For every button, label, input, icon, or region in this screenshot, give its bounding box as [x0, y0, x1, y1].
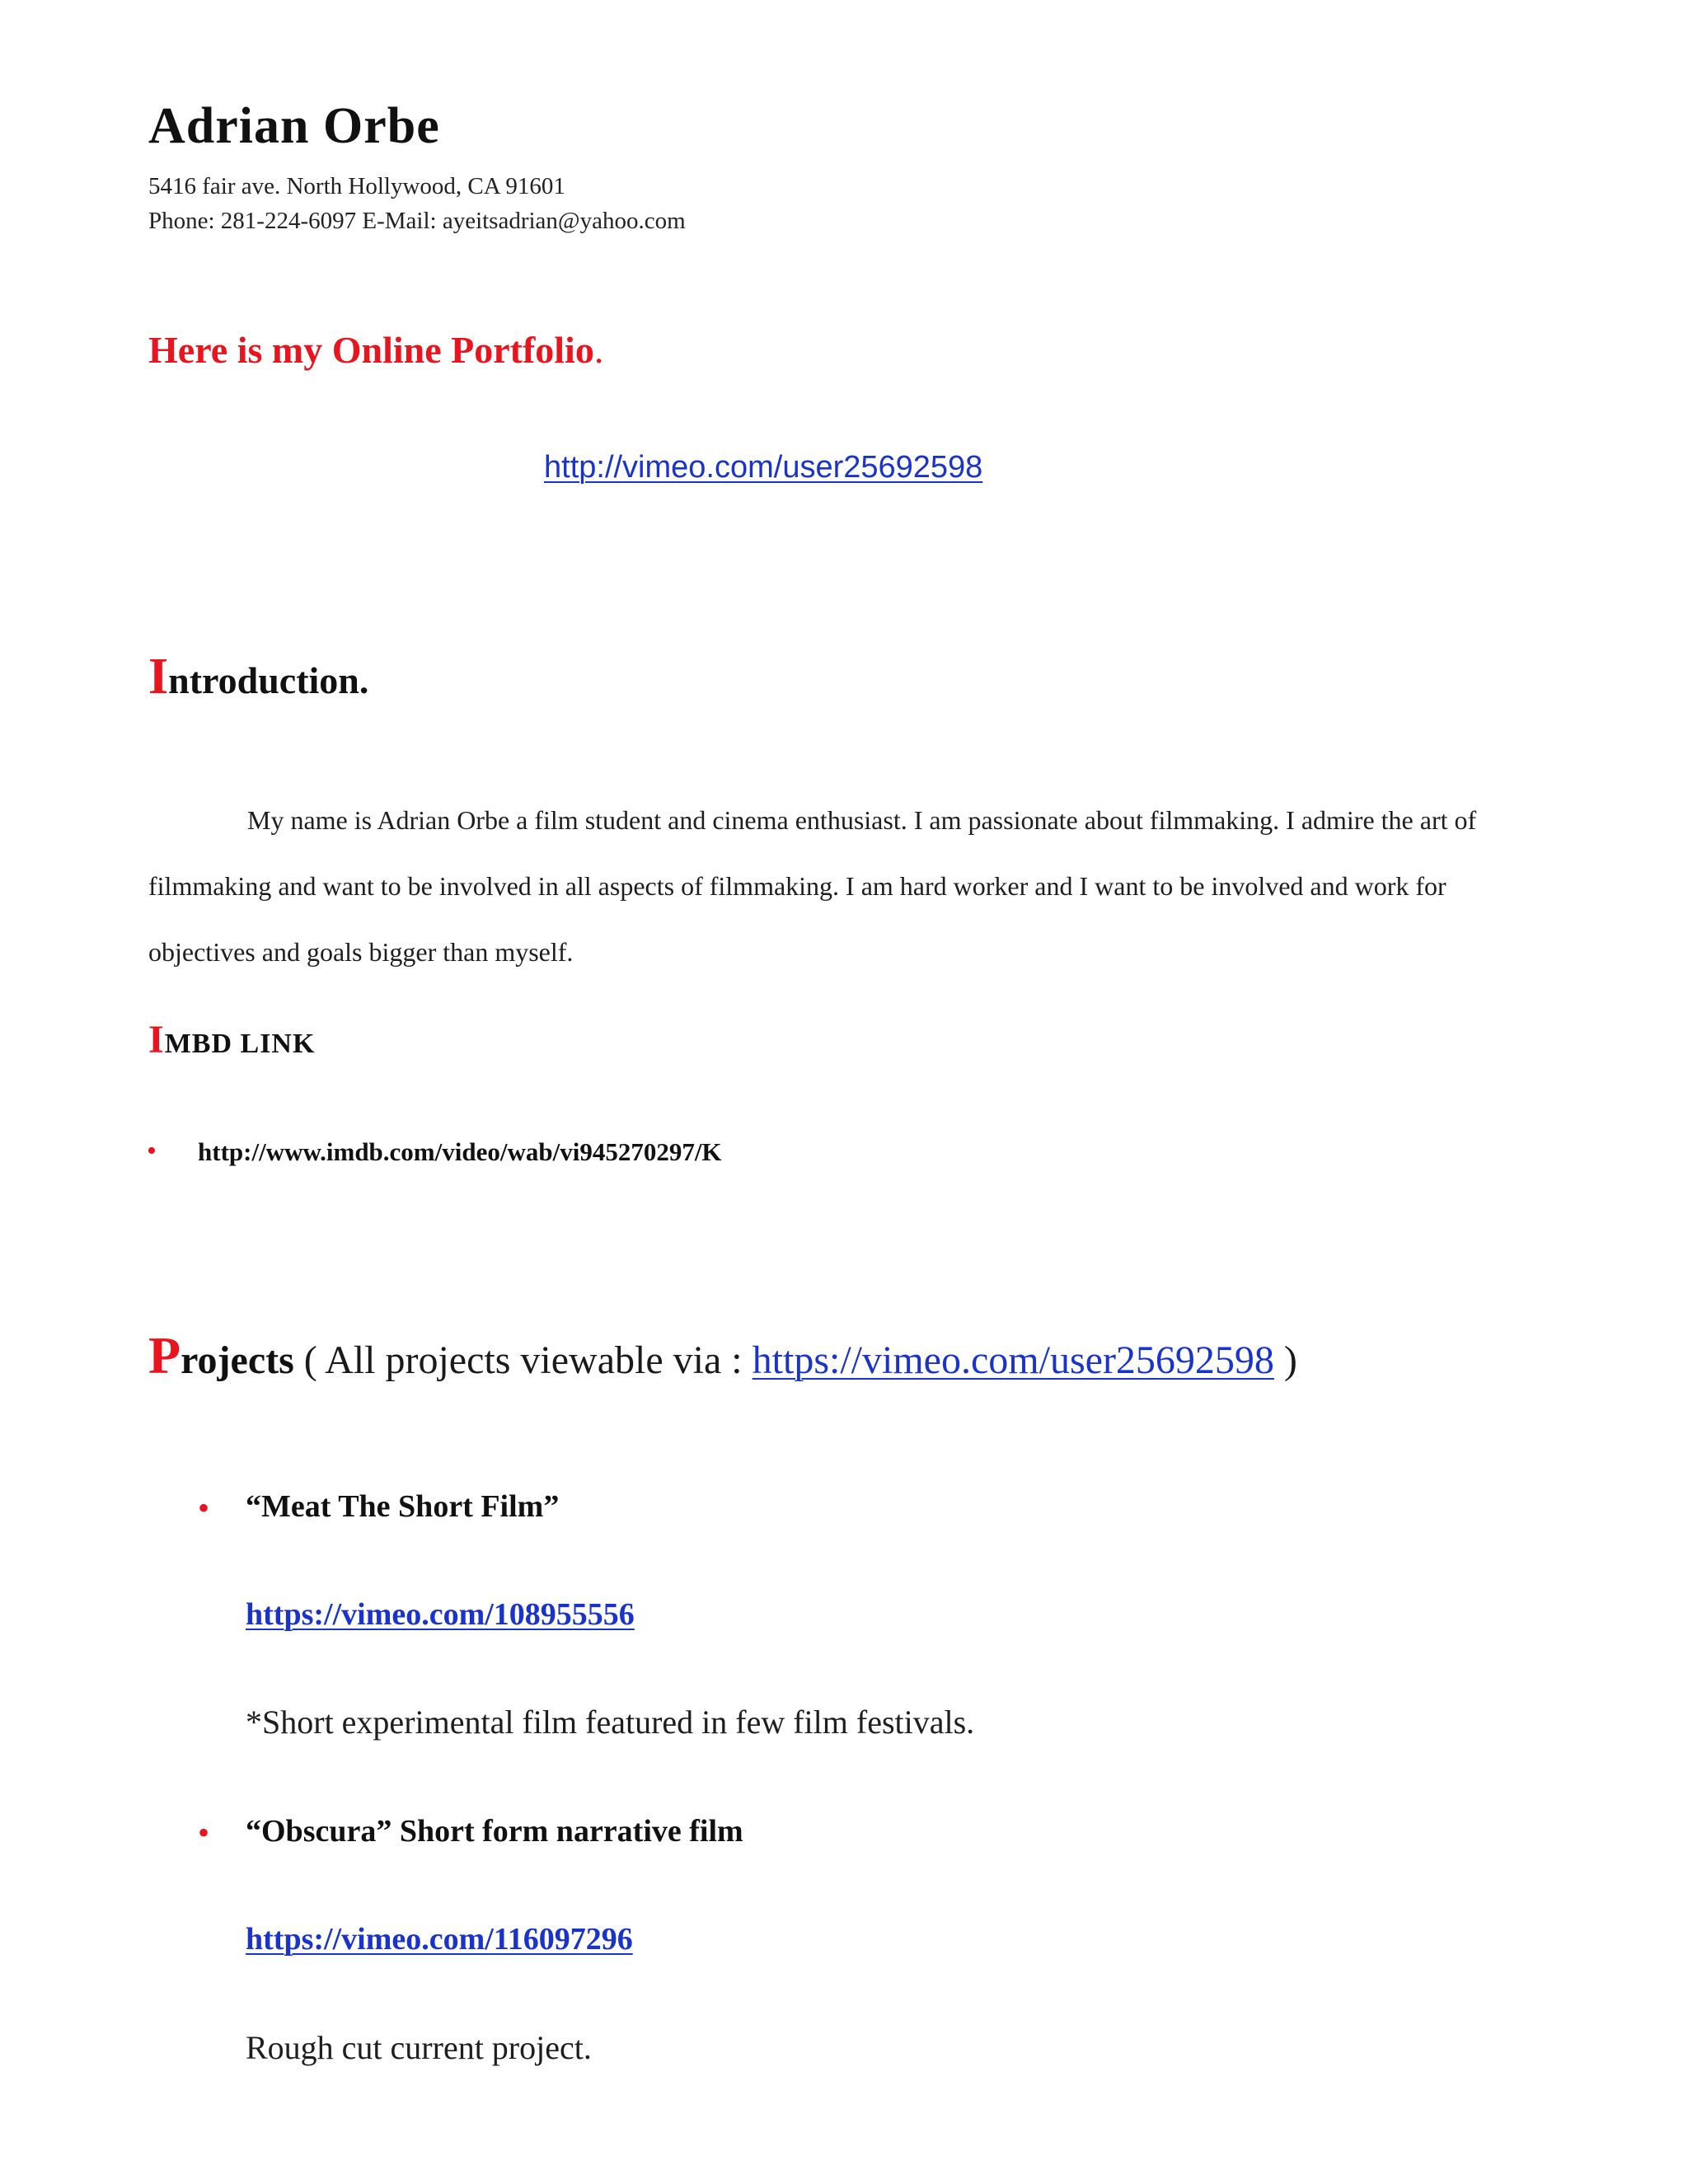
- projects-paren-open: ( All projects viewable via :: [293, 1338, 753, 1382]
- portfolio-heading: [148, 328, 603, 372]
- project-title: “Meat The Short Film”: [246, 1489, 560, 1524]
- contact-line: Phone: 281-224-6097 E-Mail: ayeitsadrian@yahoo.com: [148, 208, 686, 234]
- project-description: Rough cut current project.: [246, 2029, 592, 2066]
- imdb-initial: I: [148, 1018, 165, 1062]
- candidate-name: Adrian Orbe: [148, 98, 440, 154]
- projects-heading: [148, 1325, 1297, 1386]
- introduction-initial: I: [148, 649, 169, 705]
- introduction-title-rest: ntroduction.: [168, 659, 369, 701]
- imdb-link[interactable]: http://www.imdb.com/video/wab/vi945270297/K: [198, 1137, 722, 1166]
- project-link[interactable]: https://vimeo.com/116097296: [246, 1922, 633, 1957]
- introduction-heading: [148, 648, 368, 706]
- projects-title-rest: rojects: [181, 1338, 294, 1382]
- imdb-heading: [148, 1017, 315, 1062]
- project-bullet-icon: •: [198, 1489, 210, 1526]
- projects-initial: P: [148, 1326, 181, 1385]
- imdb-title-rest: MBD LINK: [164, 1029, 316, 1059]
- portfolio-link[interactable]: http://vimeo.com/user25692598: [544, 450, 983, 485]
- projects-vimeo-link[interactable]: https://vimeo.com/user25692598: [752, 1338, 1274, 1382]
- address-line: 5416 fair ave. North Hollywood, CA 91601: [148, 173, 565, 199]
- project-link[interactable]: https://vimeo.com/108955556: [246, 1597, 635, 1632]
- project-title: “Obscura” Short form narrative film: [246, 1814, 743, 1849]
- portfolio-heading-dot: .: [593, 329, 604, 371]
- imdb-bullet-icon: •: [147, 1136, 157, 1166]
- introduction-paragraph: [148, 787, 1517, 985]
- project-description: *Short experimental film featured in few film festivals.: [246, 1704, 975, 1741]
- portfolio-heading-text: Here is my Online Portfolio: [148, 329, 594, 371]
- introduction-text: My name is Adrian Orbe a film student and cinema enthusiast. I am passionate about filmmaking. I admire the art of filmmaking and want to be involved in all aspects of filmmaking. I am hard worker and I want to be involved and work for objectives and goals bigger than myself.: [148, 805, 1477, 967]
- project-bullet-icon: •: [198, 1814, 210, 1851]
- projects-paren-close: ): [1273, 1338, 1297, 1382]
